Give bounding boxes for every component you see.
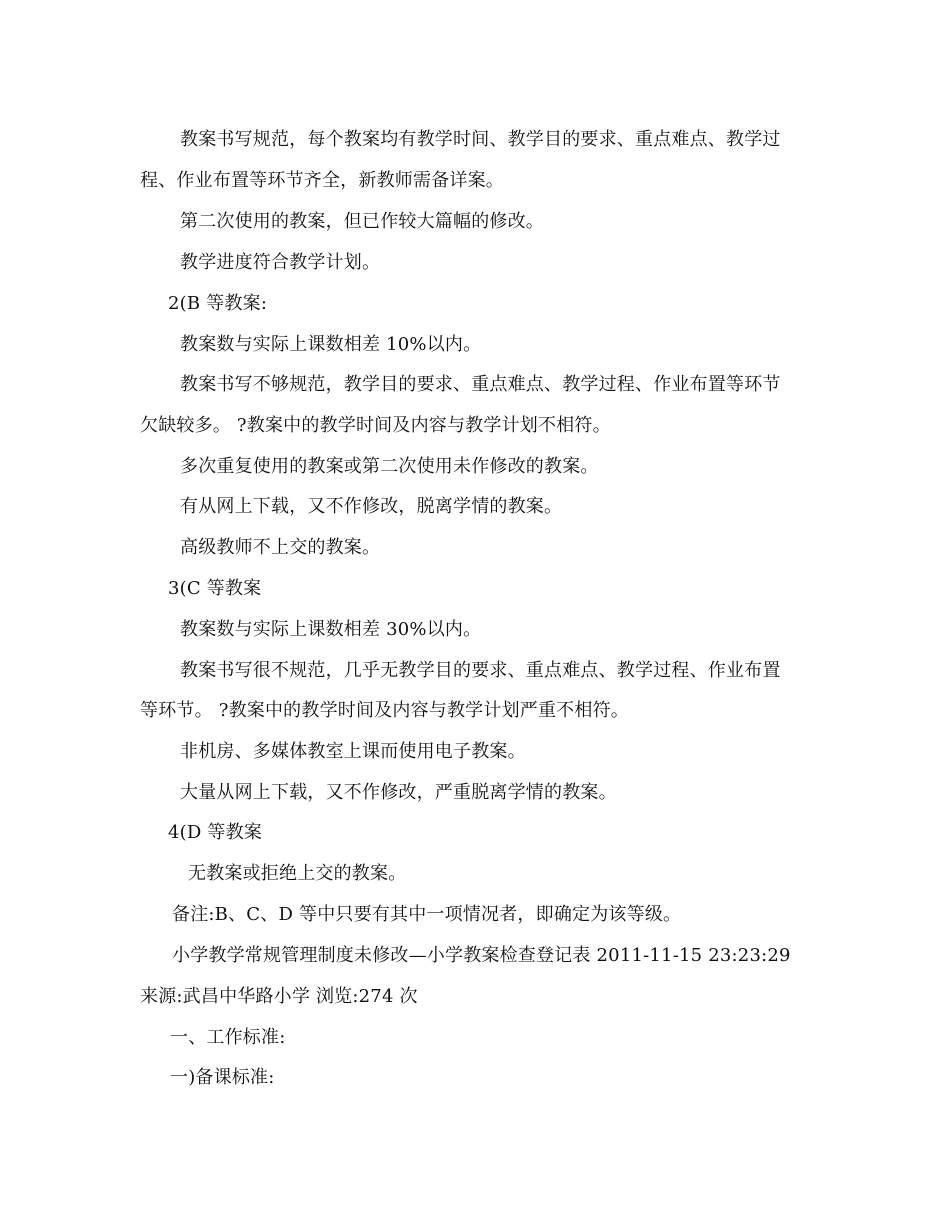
text-line-2: 程、作业布置等环节齐全，新教师需备详案。 (140, 170, 504, 191)
text-line-24: 一)备课标准: (170, 1067, 275, 1088)
text-line-7: 教案书写不够规范，教学目的要求、重点难点、教学过程、作业布置等环节 (180, 374, 781, 395)
text-line-21: 小学教学常规管理制度未修改—小学教案检查登记表 2011-11-15 23:23:29 (172, 945, 791, 966)
text-line-3: 第二次使用的教案，但已作较大篇幅的修改。 (180, 211, 544, 232)
text-line-20: 备注:B、C、D 等中只要有其中一项情况者，即确定为该等级。 (172, 904, 682, 925)
text-line-22: 来源:武昌中华路小学 浏览:274 次 (140, 986, 418, 1007)
text-line-12: 3(C 等教案 (168, 578, 262, 599)
text-line-5: 2(B 等教案: (168, 293, 268, 314)
text-line-14: 教案书写很不规范，几乎无教学目的要求、重点难点、教学过程、作业布置 (180, 660, 781, 681)
text-line-10: 有从网上下载，又不作修改，脱离学情的教案。 (180, 496, 563, 517)
text-line-11: 高级教师不上交的教案。 (180, 537, 381, 558)
text-line-13: 教案数与实际上课数相差 30%以内。 (180, 619, 482, 640)
text-line-15: 等环节。 ?教案中的教学时间及内容与教学计划严重不相符。 (140, 700, 629, 721)
text-line-4: 教学进度符合教学计划。 (180, 252, 381, 273)
text-line-23: 一、工作标准: (170, 1027, 286, 1048)
text-line-9: 多次重复使用的教案或第二次使用未作修改的教案。 (180, 456, 599, 477)
text-line-6: 教案数与实际上课数相差 10%以内。 (180, 334, 482, 355)
text-line-18: 4(D 等教案 (168, 822, 263, 843)
text-line-16: 非机房、多媒体教室上课而使用电子教案。 (180, 741, 526, 762)
text-line-1: 教案书写规范，每个教案均有教学时间、教学目的要求、重点难点、教学过 (180, 129, 781, 150)
text-line-19: 无教案或拒绝上交的教案。 (188, 863, 407, 884)
text-line-8: 欠缺较多。 ?教案中的教学时间及内容与教学计划不相符。 (140, 415, 611, 436)
text-line-17: 大量从网上下载，又不作修改，严重脱离学情的教案。 (180, 782, 617, 803)
